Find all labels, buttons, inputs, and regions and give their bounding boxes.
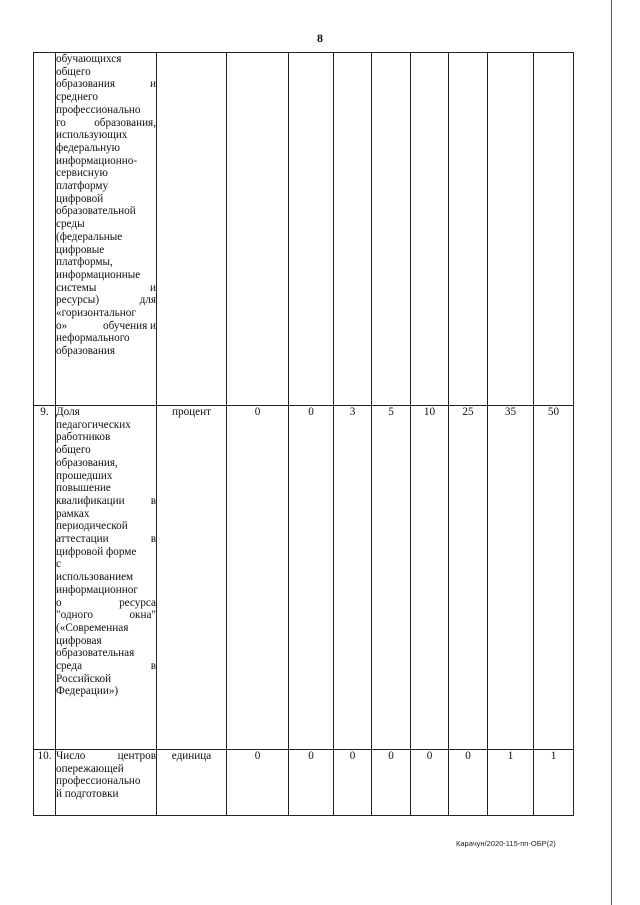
description-word: квалификации: [56, 494, 125, 507]
description-word: в: [150, 533, 156, 546]
description-line: опережающей: [56, 762, 124, 775]
description-line: среды: [56, 218, 85, 231]
value-cell: [227, 53, 289, 406]
description-word: ресурсы): [56, 294, 100, 307]
value-cell: 1: [534, 750, 574, 816]
description-line: прошедших: [56, 469, 113, 482]
description-line: цифровая: [56, 634, 102, 647]
value-cell: [289, 53, 334, 406]
description-line: рамках: [56, 507, 90, 520]
description-line: [56, 320, 156, 333]
description-line: [56, 750, 156, 763]
unit-of-measure: процент: [157, 406, 227, 750]
description-line: [56, 294, 156, 307]
indicator-description: [56, 750, 157, 816]
description-line: Федерации»): [56, 685, 119, 698]
value-cell: 0: [227, 406, 289, 750]
description-word: и: [150, 78, 156, 91]
description-line: [56, 282, 156, 295]
value-cell: 5: [372, 406, 411, 750]
description-word: в: [150, 494, 156, 507]
description-word: для: [139, 294, 156, 307]
value-cell: [334, 53, 372, 406]
description-line: цифровой форме: [56, 545, 137, 558]
description-word: образования,: [94, 116, 156, 129]
description-line: периодической: [56, 520, 128, 533]
value-cell: 0: [289, 406, 334, 750]
description-word: ресурса: [119, 596, 156, 609]
description-line: платформу: [56, 180, 109, 193]
description-line: цифровой: [56, 192, 104, 205]
page-edge-line: [611, 0, 612, 905]
description-line: сервисную: [56, 167, 108, 180]
description-word: системы: [56, 281, 97, 294]
description-line: федеральную: [56, 141, 121, 154]
row-number: 9.: [34, 406, 56, 750]
description-word: го: [56, 116, 66, 129]
description-line: «горизонтальног: [56, 307, 136, 320]
description-line: использующих: [56, 129, 128, 142]
description-line: образовательной: [56, 205, 136, 218]
indicator-description: [56, 53, 157, 406]
description-line: педагогических: [56, 418, 131, 431]
description-word: о»: [56, 319, 68, 332]
unit-of-measure: [157, 53, 227, 406]
value-cell: 0: [289, 750, 334, 816]
value-cell: 50: [534, 406, 574, 750]
description-line: общего: [56, 65, 91, 78]
value-cell: 3: [334, 406, 372, 750]
description-line: общего: [56, 444, 91, 457]
indicators-table: [33, 52, 574, 816]
description-word: образования: [56, 78, 116, 91]
description-line: образовательная: [56, 647, 135, 660]
description-line: неформального: [56, 332, 130, 345]
row-number: [34, 53, 56, 406]
value-cell: [411, 53, 449, 406]
value-cell: [534, 53, 574, 406]
value-cell: 10: [411, 406, 449, 750]
description-word: "одного: [56, 609, 94, 622]
description-line: («Современная: [56, 621, 129, 634]
description-line: платформы,: [56, 256, 113, 269]
table-row: [34, 406, 574, 750]
value-cell: [449, 53, 488, 406]
value-cell: 35: [488, 406, 534, 750]
description-line: среднего: [56, 91, 98, 104]
document-code: Карачун/2020-115-пп-ОБР(2): [456, 839, 556, 848]
description-line: [56, 660, 156, 673]
table-row: [34, 53, 574, 406]
value-cell: 1: [488, 750, 534, 816]
description-line: повышение: [56, 482, 111, 495]
description-line: Российской: [56, 672, 112, 685]
description-word: среда: [56, 660, 83, 673]
description-line: [56, 117, 156, 130]
description-line: профессионально: [56, 103, 141, 116]
description-line: информационног: [56, 583, 138, 596]
description-line: цифровые: [56, 243, 105, 256]
description-line: с: [56, 558, 61, 571]
description-word: окна": [129, 609, 156, 622]
description-word: обучения и: [103, 319, 156, 332]
description-line: [56, 495, 156, 508]
indicator-description: [56, 406, 157, 750]
value-cell: 0: [372, 750, 411, 816]
description-line: профессионально: [56, 775, 141, 788]
value-cell: 0: [411, 750, 449, 816]
description-word: аттестации: [56, 533, 109, 546]
value-cell: 0: [227, 750, 289, 816]
description-line: использованием: [56, 571, 134, 584]
value-cell: [372, 53, 411, 406]
description-word: о: [56, 596, 62, 609]
description-line: [56, 609, 156, 622]
value-cell: 0: [334, 750, 372, 816]
unit-of-measure: единица: [157, 750, 227, 816]
row-number: 10.: [34, 750, 56, 816]
description-line: обучающихся: [56, 53, 122, 65]
page-number: 8: [317, 31, 323, 45]
description-line: [56, 78, 156, 91]
description-line: информационно-: [56, 154, 138, 167]
description-word: в: [150, 660, 156, 673]
description-line: образования: [56, 345, 116, 358]
table-row: [34, 750, 574, 816]
description-line: (федеральные: [56, 230, 123, 243]
description-line: [56, 597, 156, 610]
description-line: [56, 533, 156, 546]
description-line: образования,: [56, 456, 118, 469]
description-line: й подготовки: [56, 788, 119, 801]
description-word: и: [150, 281, 156, 294]
description-line: информационные: [56, 268, 141, 281]
value-cell: 0: [449, 750, 488, 816]
description-line: работников: [56, 431, 111, 444]
description-word: Число: [56, 750, 86, 762]
value-cell: 25: [449, 406, 488, 750]
description-word: центров: [117, 750, 156, 762]
value-cell: [488, 53, 534, 406]
description-line: Доля: [56, 406, 80, 418]
